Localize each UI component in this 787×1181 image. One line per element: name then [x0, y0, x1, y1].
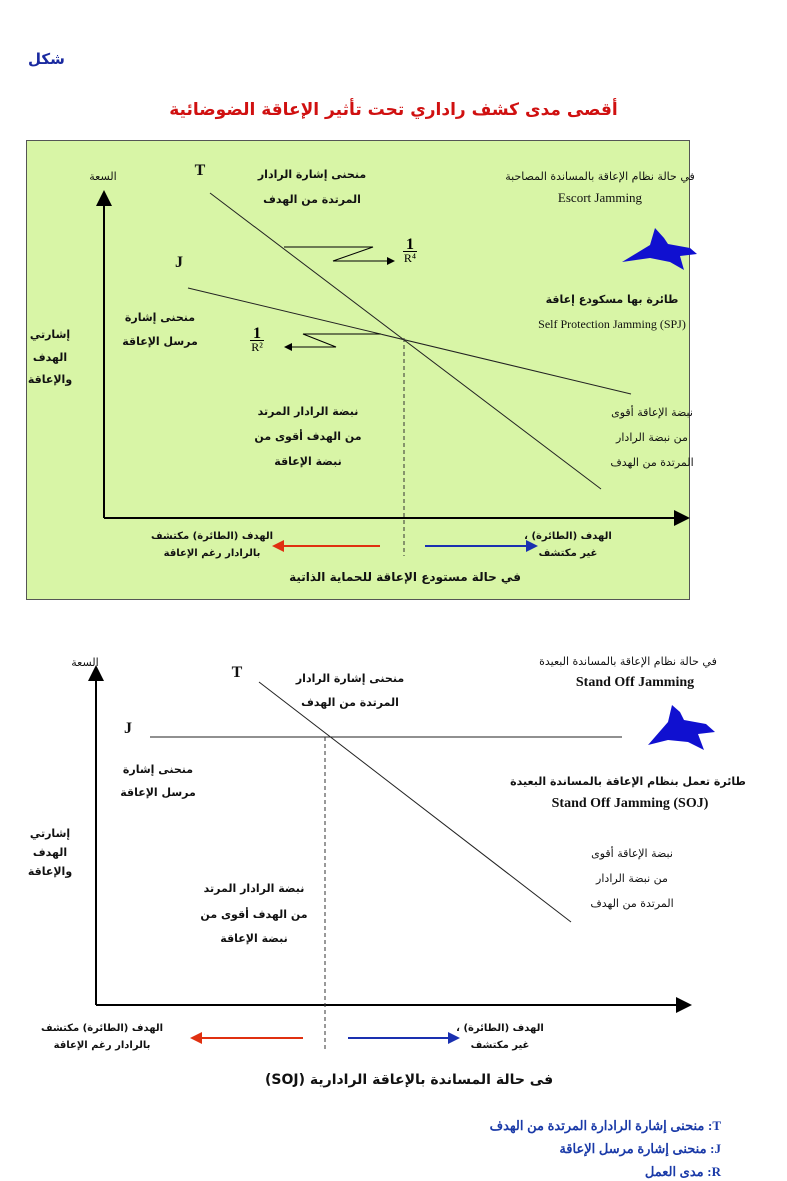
soj-top-label: في حالة نظام الإعاقة بالمساندة البعيدة	[539, 655, 717, 668]
t-label: T	[194, 162, 206, 179]
right-region-label: من نبضة الرادار	[616, 431, 688, 444]
t-curve-label: المرتدة من الهدف	[301, 696, 399, 709]
legend-item-t: T: منحنى إشارة الرادارة المرتدة من الهدف	[489, 1118, 721, 1133]
figure-label: شكل	[28, 50, 65, 68]
panel1-caption: في حالة مستودع الإعاقة للحماية الذاتية	[289, 570, 521, 584]
r2-zigzag	[285, 334, 381, 347]
t-curve	[259, 682, 571, 922]
y-axis-label: إشارتي	[29, 827, 71, 840]
jet-icon	[622, 228, 697, 270]
soj-top-label-en: Stand Off Jamming	[575, 675, 695, 690]
left-region-label: من الهدف أقوى من	[200, 908, 308, 921]
left-region-label: نبضة الرادار المرتد	[257, 405, 359, 418]
j-curve-label: منحنى إشارة	[122, 763, 194, 776]
left-region-label: نبضة الإعاقة	[220, 932, 288, 945]
detected-label: بالرادار رغم الإعاقة	[53, 1040, 151, 1051]
j-curve-label: منحنى إشارة	[124, 311, 196, 324]
left-region-label: نبضة الرادار المرتد	[203, 882, 305, 895]
jet-icon	[648, 705, 715, 750]
left-region-label: نبضة الإعاقة	[274, 455, 342, 468]
j-label: J	[124, 720, 132, 737]
r2-fraction: 1 R²	[251, 325, 263, 354]
detected-label: الهدف (الطائرة) مكتشف	[40, 1023, 164, 1034]
y-axis-top-label: السعة	[71, 656, 99, 669]
detected-label: الهدف (الطائرة) مكتشف	[150, 531, 274, 542]
y-axis-label: الهدف	[32, 351, 68, 364]
escort-label-en: Escort Jamming	[557, 190, 643, 205]
j-curve-label: مرسل الإعاقة	[122, 335, 198, 348]
panel2-caption: فى حالة المساندة بالإعاقة الرادارية (SOJ)	[265, 1072, 554, 1088]
not-detected-label: الهدف (الطائرة) ،	[524, 531, 612, 542]
t-label: T	[231, 664, 243, 681]
right-region-label: نبضة الإعاقة أقوى	[611, 406, 693, 419]
detected-label: بالرادار رغم الإعاقة	[163, 548, 261, 559]
right-region-label: نبضة الإعاقة أقوى	[591, 847, 673, 860]
soj-label: طائرة تعمل بنظام الإعاقة بالمساندة البعيدة	[510, 775, 746, 788]
right-region-label: من نبضة الرادار	[596, 872, 668, 885]
not-detected-label: غير مكتشف	[470, 1040, 530, 1051]
y-axis-label: والإعاقة	[27, 865, 73, 878]
j-curve-label: مرسل الإعاقة	[120, 786, 196, 799]
spj-label-en: Self Protection Jamming (SPJ)	[538, 317, 686, 331]
not-detected-label: الهدف (الطائرة) ،	[456, 1023, 544, 1034]
legend-item-r: R: مدى العمل	[644, 1164, 721, 1179]
y-axis-top-label: السعة	[89, 170, 117, 183]
left-region-label: من الهدف أقوى من	[254, 430, 362, 443]
right-region-label: المرتدة من الهدف	[590, 897, 674, 910]
legend-item-j: J: منحنى إشارة مرسل الإعاقة	[559, 1141, 721, 1156]
t-curve-label: منحنى إشارة الرادار	[295, 672, 405, 685]
escort-label: في حالة نظام الإعاقة بالمساندة المصاحبة	[505, 170, 695, 183]
soj-label-en: Stand Off Jamming (SOJ)	[551, 796, 709, 811]
r4-fraction: 1 R⁴	[403, 236, 417, 265]
j-label: J	[175, 254, 183, 271]
y-axis-label: إشارتي	[29, 328, 71, 341]
y-axis-label: الهدف	[32, 846, 68, 859]
r4-zigzag	[284, 247, 394, 261]
t-curve-label: منحنى إشارة الرادار	[257, 168, 367, 181]
y-axis-label: والإعاقة	[27, 373, 73, 386]
figure-title: أقصى مدى كشف راداري تحت تأثير الإعاقة الضوضائية	[169, 100, 618, 120]
t-curve-label: المرتدة من الهدف	[263, 193, 361, 206]
not-detected-label: غير مكتشف	[538, 548, 598, 559]
spj-label: طائرة بها مسكودع إعاقة	[545, 293, 679, 306]
right-region-label: المرتدة من الهدف	[610, 456, 694, 469]
